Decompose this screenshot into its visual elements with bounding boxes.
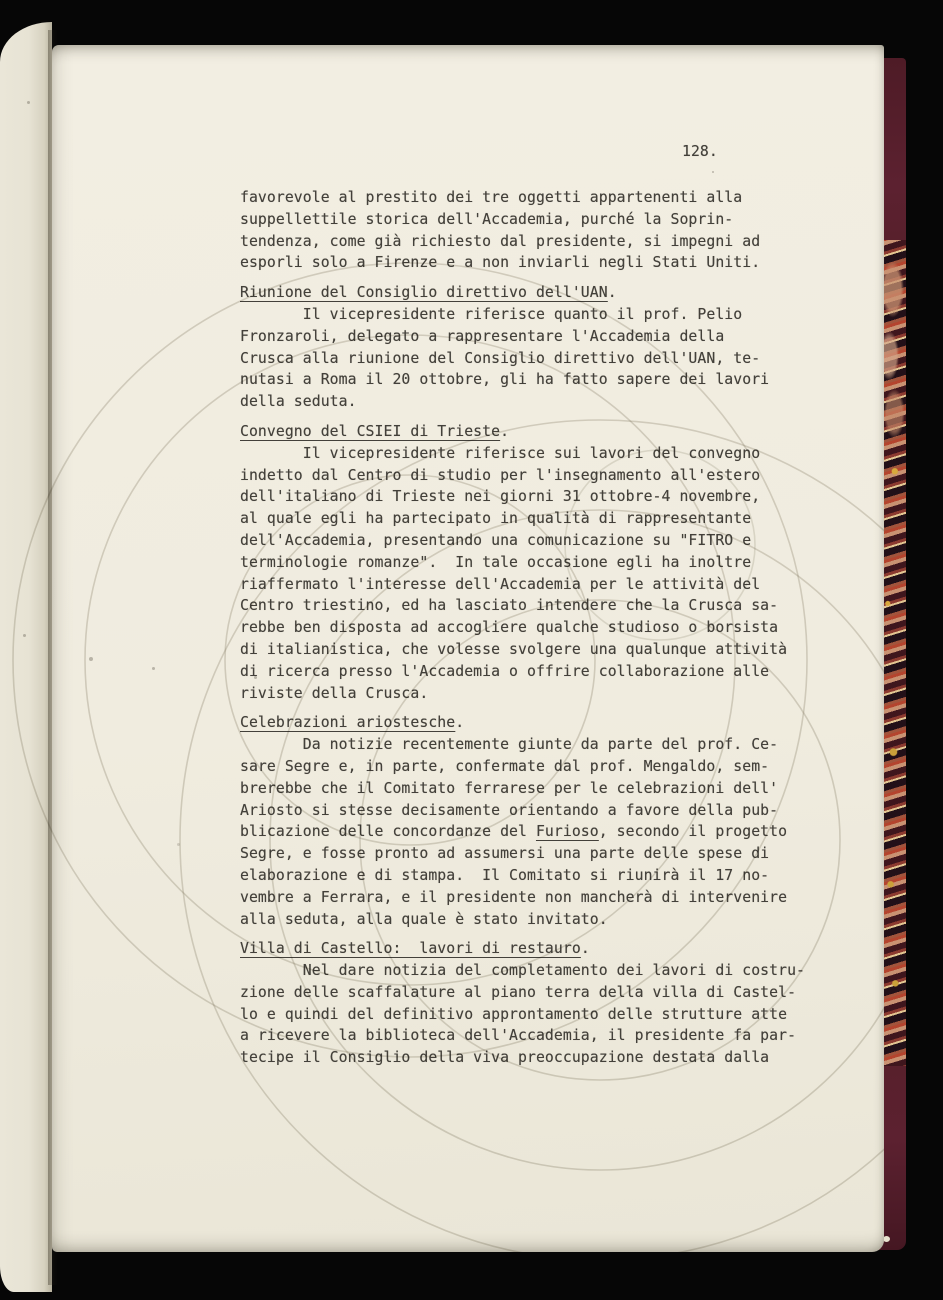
text-line — [240, 574, 820, 596]
text-line — [240, 982, 820, 1004]
text-segment: dell'Accademia, presentando una comunicazione su "FITRO e — [240, 531, 752, 549]
paper-speck — [152, 667, 155, 670]
text-segment: Da notizie recentemente giunte da parte del prof. Ce- — [240, 736, 779, 754]
paper-speck — [712, 171, 714, 173]
text-line — [240, 486, 820, 508]
text-segment: alla seduta, alla quale è stato invitato. — [240, 910, 608, 928]
text-line — [240, 595, 820, 617]
text-line — [240, 443, 820, 465]
text-line — [240, 756, 820, 778]
paper-speck — [254, 676, 257, 679]
text-segment: di italianistica, che volesse svolgere una qualunque attività — [240, 640, 788, 658]
text-segment: lo e quindi del definitivo approntamento delle strutture atte — [240, 1005, 788, 1023]
text-segment: nutasi a Roma il 20 ottobre, gli ha fatto sapere dei lavori — [240, 371, 770, 389]
text-segment: indetto dal Centro di studio per l'insegnamento all'estero — [240, 466, 761, 484]
text-segment: al quale egli ha partecipato in qualità di rappresentante — [240, 510, 752, 528]
typewritten-text — [240, 187, 820, 1069]
text-line — [240, 348, 820, 370]
heading-text: Riunione del Consiglio direttivo dell'UAN — [240, 284, 608, 302]
text-segment: tecipe il Consiglio della viva preoccupazione destata dalla — [240, 1049, 770, 1067]
text-line — [240, 960, 820, 982]
text-segment: zione delle scaffalature al piano terra della villa di Castel- — [240, 983, 797, 1001]
document-page — [52, 45, 884, 1252]
text-line — [240, 508, 820, 530]
text-segment: a ricevere la biblioteca dell'Accademia, il presidente fa par- — [240, 1027, 797, 1045]
text-line — [240, 369, 820, 391]
text-line — [240, 1004, 820, 1026]
text-line — [240, 231, 820, 253]
page-number: 128. — [682, 143, 718, 160]
section-heading: Riunione del Consiglio direttivo dell'UAN. — [240, 284, 617, 302]
text-segment: vembre a Ferrara, e il presidente non mancherà di intervenire — [240, 888, 788, 906]
text-segment: esporli solo a Firenze e a non inviarli negli Stati Uniti. — [240, 254, 761, 272]
text-line — [240, 887, 820, 909]
text-segment: riviste della Crusca. — [240, 684, 429, 702]
facing-page-edge — [0, 22, 52, 1292]
text-line — [240, 909, 820, 931]
text-segment: , secondo il progetto — [598, 823, 788, 841]
text-segment: brerebbe che il Comitato ferrarese per le celebrazioni dell' — [240, 779, 779, 797]
underlined-text: Furioso — [535, 823, 599, 841]
text-segment: di ricerca presso l'Accademia o offrire collaborazione alle — [240, 662, 770, 680]
text-segment: tendenza, come già richiesto dal presidente, si impegni ad — [240, 232, 761, 250]
text-line — [240, 465, 820, 487]
text-segment: Fronzaroli, delegato a rappresentare l'Accademia della — [240, 327, 725, 345]
text-segment: Nel dare notizia del completamento dei lavori di costru- — [240, 962, 806, 980]
text-line — [240, 800, 820, 822]
paper-speck — [177, 843, 180, 846]
text-segment: della seduta. — [240, 393, 357, 411]
text-line — [240, 617, 820, 639]
text-segment: favorevole al prestito dei tre oggetti appartenenti alla — [240, 189, 743, 206]
section-heading: Convegno del CSIEI di Trieste. — [240, 422, 510, 440]
text-line — [240, 530, 820, 552]
heading-text: Convegno del CSIEI di Trieste — [240, 422, 501, 440]
text-segment: suppellettile storica dell'Accademia, purché la Soprin- — [240, 210, 734, 228]
text-line — [240, 778, 820, 800]
text-line — [240, 326, 820, 348]
text-segment: elaborazione e di stampa. Il Comitato si riunirà il 17 no- — [240, 866, 770, 884]
text-segment: Ariosto si stesse decisamente orientando a favore della pub- — [240, 801, 779, 819]
section-heading: Villa di Castello: lavori di restauro. — [240, 940, 590, 958]
paper-speck — [27, 101, 30, 104]
text-segment: rebbe ben disposta ad accogliere qualche studioso o borsista — [240, 619, 779, 637]
text-line — [240, 821, 820, 843]
text-line — [240, 843, 820, 865]
text-line — [240, 552, 820, 574]
text-line — [240, 1047, 820, 1069]
section-heading: Celebrazioni ariostesche. — [240, 714, 465, 732]
text-segment: Centro triestino, ed ha lasciato intendere che la Crusca sa- — [240, 597, 779, 615]
text-segment: Il vicepresidente riferisce sui lavori del convegno — [240, 444, 761, 462]
text-line — [240, 683, 820, 705]
text-segment: dell'italiano di Trieste nei giorni 31 ottobre-4 novembre, — [240, 488, 761, 506]
text-line — [240, 661, 820, 683]
text-segment: terminologie romanze". In tale occasione egli ha inoltre — [240, 553, 752, 571]
text-line — [240, 304, 820, 326]
heading-text: Villa di Castello: lavori di restauro — [240, 940, 581, 958]
text-line — [240, 252, 820, 274]
paper-speck — [89, 657, 93, 661]
text-segment: Crusca alla riunione del Consiglio direttivo dell'UAN, te- — [240, 349, 761, 367]
text-line — [240, 865, 820, 887]
text-segment: riaffermato l'interesse dell'Accademia per le attività del — [240, 575, 761, 593]
text-segment: Il vicepresidente riferisce quanto il prof. Pelio — [240, 305, 743, 323]
cover-corner-highlight — [883, 1236, 890, 1242]
text-line — [240, 1025, 820, 1047]
heading-text: Celebrazioni ariostesche — [240, 714, 456, 732]
text-line — [240, 187, 820, 209]
paper-speck — [23, 634, 26, 637]
text-segment: Segre, e fosse pronto ad assumersi una parte delle spese di — [240, 845, 770, 863]
text-line — [240, 209, 820, 231]
text-line — [240, 391, 820, 413]
text-segment: sare Segre e, in parte, confermate dal prof. Mengaldo, sem- — [240, 757, 770, 775]
text-segment: blicazione delle concordanze del — [240, 823, 536, 841]
text-line — [240, 639, 820, 661]
text-line — [240, 734, 820, 756]
